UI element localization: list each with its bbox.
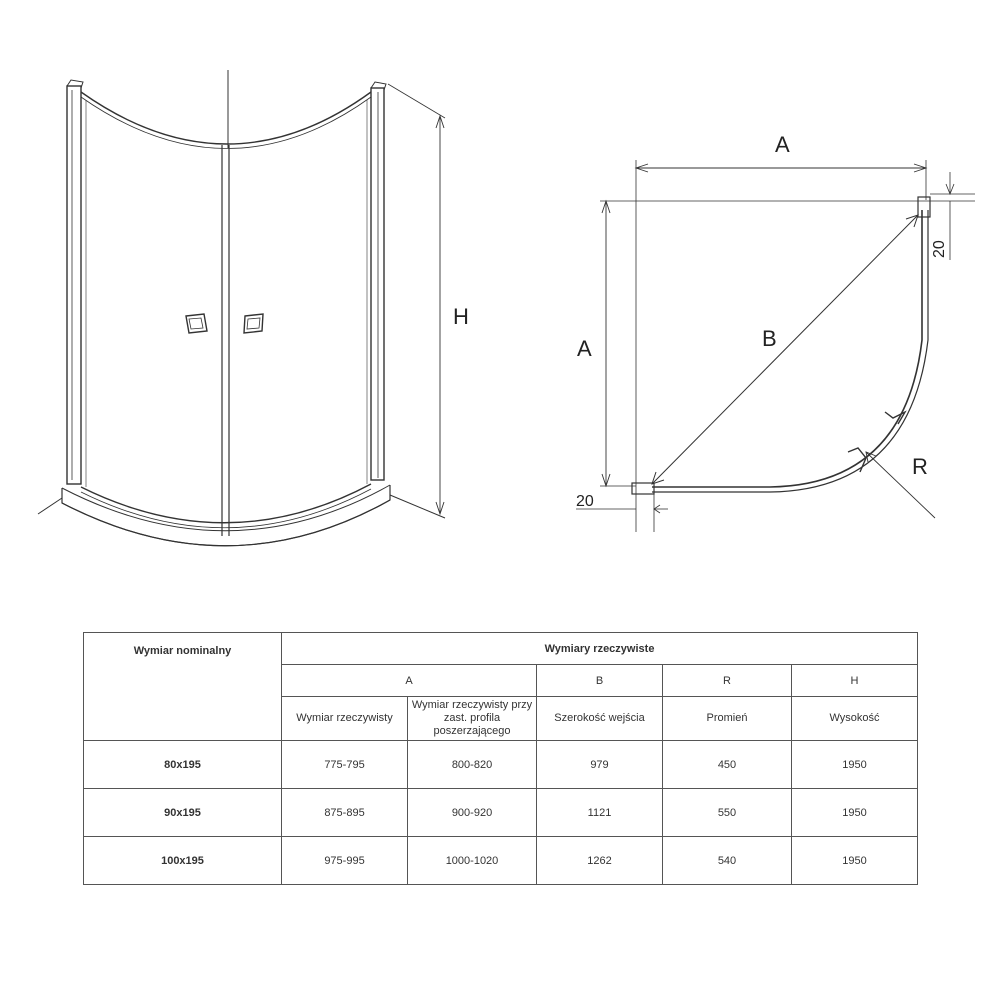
right-post	[371, 88, 384, 480]
nominal-size-header: Wymiar nominalny	[84, 633, 282, 741]
table-cell: 550	[663, 789, 792, 837]
group-header-b: B	[537, 665, 663, 697]
table-row	[84, 837, 918, 885]
table-cell: 875-895	[282, 789, 408, 837]
height-label: H	[453, 304, 469, 329]
sub-header-extension-profile: Wymiar rzeczywisty przy zast. profila poszerzającego	[408, 697, 537, 741]
door-handle-left	[186, 314, 207, 333]
table-cell: 1000-1020	[408, 837, 537, 885]
sub-header-radius: Promień	[663, 697, 792, 741]
table-cell: 1950	[792, 837, 918, 885]
offset-bottom-label: 20	[576, 493, 594, 510]
width-top-label: A	[775, 132, 790, 157]
offset-right-label: 20	[931, 240, 948, 258]
table-cell: 1950	[792, 789, 918, 837]
table-cell: 540	[663, 837, 792, 885]
left-post	[67, 86, 81, 484]
table-cell: 1121	[537, 789, 663, 837]
table-cell: 1262	[537, 837, 663, 885]
diagonal-label: B	[762, 326, 777, 351]
top-curved-track	[81, 92, 371, 144]
dimensions-table	[83, 632, 918, 885]
group-header-r: R	[663, 665, 792, 697]
table-cell: 800-820	[408, 741, 537, 789]
table-row	[84, 789, 918, 837]
wall-profile-left	[632, 483, 654, 494]
table-cell: 1950	[792, 741, 918, 789]
table-cell: 450	[663, 741, 792, 789]
row-nominal: 80x195	[84, 741, 282, 789]
group-header-h: H	[792, 665, 918, 697]
shower-tray	[62, 485, 390, 546]
table-cell: 775-795	[282, 741, 408, 789]
group-header-a: A	[282, 665, 537, 697]
table-cell: 979	[537, 741, 663, 789]
door-handle-right	[244, 314, 263, 333]
width-left-label: A	[577, 336, 592, 361]
actual-dimensions-header: Wymiary rzeczywiste	[282, 633, 918, 665]
shower-perspective-view	[38, 70, 445, 546]
table-cell: 900-920	[408, 789, 537, 837]
table-cell: 975-995	[282, 837, 408, 885]
sub-header-entry-width: Szerokość wejścia	[537, 697, 663, 741]
sub-header-actual: Wymiar rzeczywisty	[282, 697, 408, 741]
table-row	[84, 741, 918, 789]
sub-header-height: Wysokość	[792, 697, 918, 741]
radius-label: R	[912, 454, 928, 479]
row-nominal: 90x195	[84, 789, 282, 837]
row-nominal: 100x195	[84, 837, 282, 885]
